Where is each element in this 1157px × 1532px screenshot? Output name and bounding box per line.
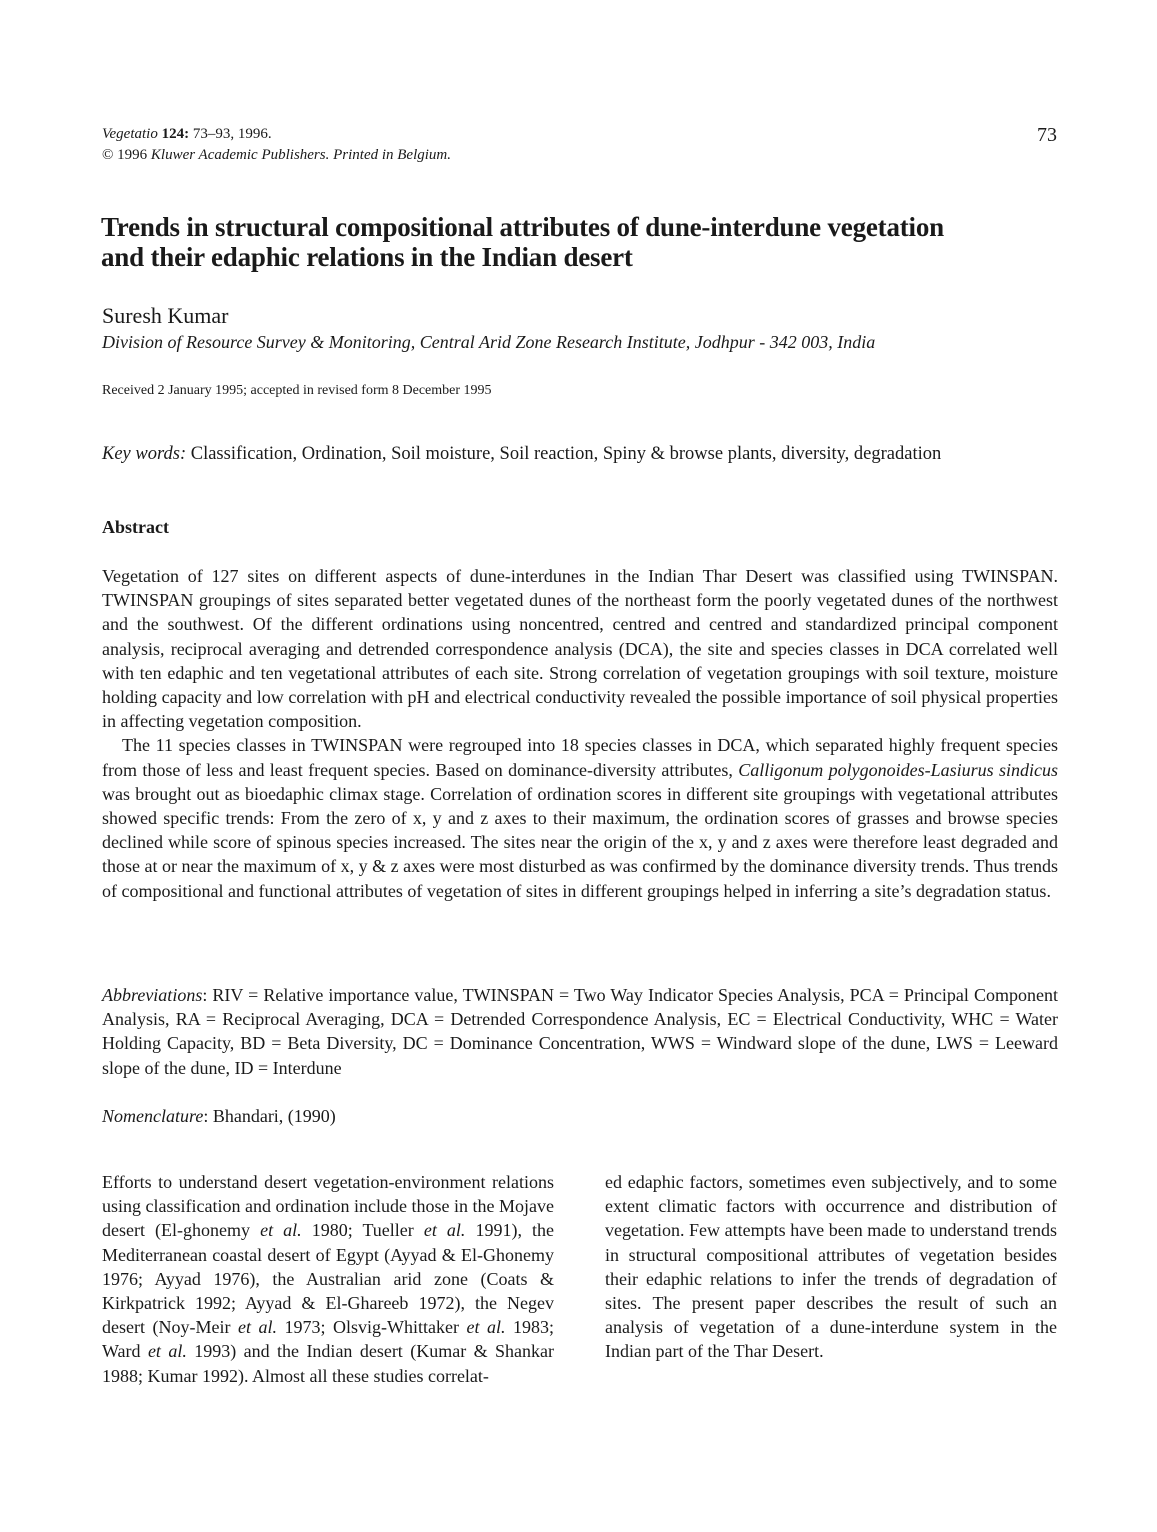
publisher: Kluwer Academic Publishers. Printed in Belgium. [150,147,452,163]
abstract-paragraph-2: The 11 species classes in TWINSPAN were regrouped into 18 species classes in DCA, which separated highly frequent species from those of less and least frequent species. Based on dominance-diversity attributes, Calligonum polygonoides-Lasiurus sindicus was brought out as bioedaphic climax stage. Correlation of ordination scores in different site groupings with vegetational attributes showed specific trends: From the zero of x, y and z axes to their maximum, the ordination scores of grasses and browse species declined while score of spinous species increased. The sites near the origin of the x, y and z axes were therefore least degraded and those at or near the maximum of x, y & z axes were most disturbed as was confirmed by the dominance diversity trends. Thus trends of compositional and functional attributes of vegetation of sites in different groupings helped in inferring a site’s degradation status. [102,735,1059,901]
journal-name: Vegetatio [102,126,158,142]
journal-volume: 124 [161,126,185,142]
nomenclature-text: Bhandari, (1990) [212,1106,336,1126]
journal-pages-year: 73–93, 1996. [192,126,272,142]
title-line-2: and their edaphic relations in the Indian desert [101,242,633,272]
journal-line-2 [102,145,451,166]
keywords-label: Key words: [102,444,187,464]
abbreviations-label: Abbreviations [102,985,203,1005]
abbreviations: Abbreviations: RIV = Relative importance value, TWINSPAN = Two Way Indicator Species Analysis, PCA = Principal Component Analysis, RA = Reciprocal Averaging, DCA = Detrended Correspondence Analysis, EC = Electrical Conductivity, WHC = Water Holding Capacity, BD = Beta Diversity, DC = Dominance Concentration, WWS = Windward slope of the dune, LWS = Leeward slope of the dune, ID = Interdune [102,985,1058,1078]
abbreviations-text: RIV = Relative importance value, TWINSPAN = Two Way Indicator Species Analysis, PCA = Principal Component Analysis, RA = Reciprocal Averaging, DCA = Detrended Correspondence Analysis, EC = Electrical Conductivity, WHC = Water Holding Capacity, BD = Beta Diversity, DC = Dominance Concentration, WWS = Windward slope of the dune, LWS = Leeward slope of the dune, ID = Interdune [102,985,1058,1078]
title-line-1: Trends in structural compositional attributes of dune-interdune vegetation [101,212,944,242]
author-affiliation: Division of Resource Survey & Monitoring, Central Arid Zone Research Institute, Jodhpur - 342 003, India [102,332,876,352]
body-column-left: Efforts to understand desert vegetation-environment relations using classification and ordination include those in the Mojave desert (El-ghonemy et al. 1980; Tueller et al. 1991), the Mediterranean coastal desert of Egypt (Ayyad & El-Ghonemy 1976; Ayyad 1976), the Australian arid zone (Coats & Kirkpatrick 1992; Ayyad & El-Ghareeb 1972), the Negev desert (Noy-Meir et al. 1973; Olsvig-Whittaker et al. 1983; Ward et al. 1993) and the Indian desert (Kumar & Shankar 1988; Kumar 1992). Almost all these studies correlat- [102,1172,555,1386]
keywords-list: Classification, Ordination, Soil moisture, Soil reaction, Spiny & browse plants, diversity, degradation [190,444,942,464]
abstract-heading: Abstract [102,517,169,537]
journal-line-1: Vegetatio 124: 73–93, 1996. [102,126,272,142]
abstract-body [102,564,1058,903]
author-name: Suresh Kumar [102,303,229,328]
nomenclature-label: Nomenclature [102,1106,204,1126]
species-name: Calligonum polygonoides-Lasiurus sindicus [738,759,1059,780]
received-dates: Received 2 January 1995; accepted in revised form 8 December 1995 [102,383,492,398]
keywords [102,442,1062,466]
journal-citation [102,124,451,166]
copyright-year: © 1996 [102,147,148,163]
abstract-paragraph-1: Vegetation of 127 sites on different aspects of dune-interdunes in the Indian Thar Desert was classified using TWINSPAN. TWINSPAN groupings of sites separated better vegetated dunes of the northeast form the poorly vegetated dunes of the northwest and the southwest. Of the different ordinations using noncentred, centred and centred and standardized principal component analysis, reciprocal averaging and detrended correspondence analysis (DCA), the site and species classes in DCA correlated well with ten edaphic and ten vegetational attributes of each site. Strong correlation of vegetation groupings with soil texture, moisture holding capacity and low correlation with pH and electrical conductivity revealed the possible importance of soil physical properties in affecting vegetation composition. [102,566,1058,732]
page-number: 73 [1037,124,1057,146]
body-column-right: ed edaphic factors, sometimes even subjectively, and to some extent climatic factors with occurrence and distribution of vegetation. Few attempts have been made to understand trends in structural compositional attributes of vegetation besides their edaphic relations to infer the trends of degradation of sites. The present paper describes the result of such an analysis of vegetation of a dune-interdune system in the Indian part of the Thar Desert. [605,1172,1057,1362]
nomenclature: Nomenclature: Bhandari, (1990) [102,1106,336,1126]
article-title [101,212,1061,272]
